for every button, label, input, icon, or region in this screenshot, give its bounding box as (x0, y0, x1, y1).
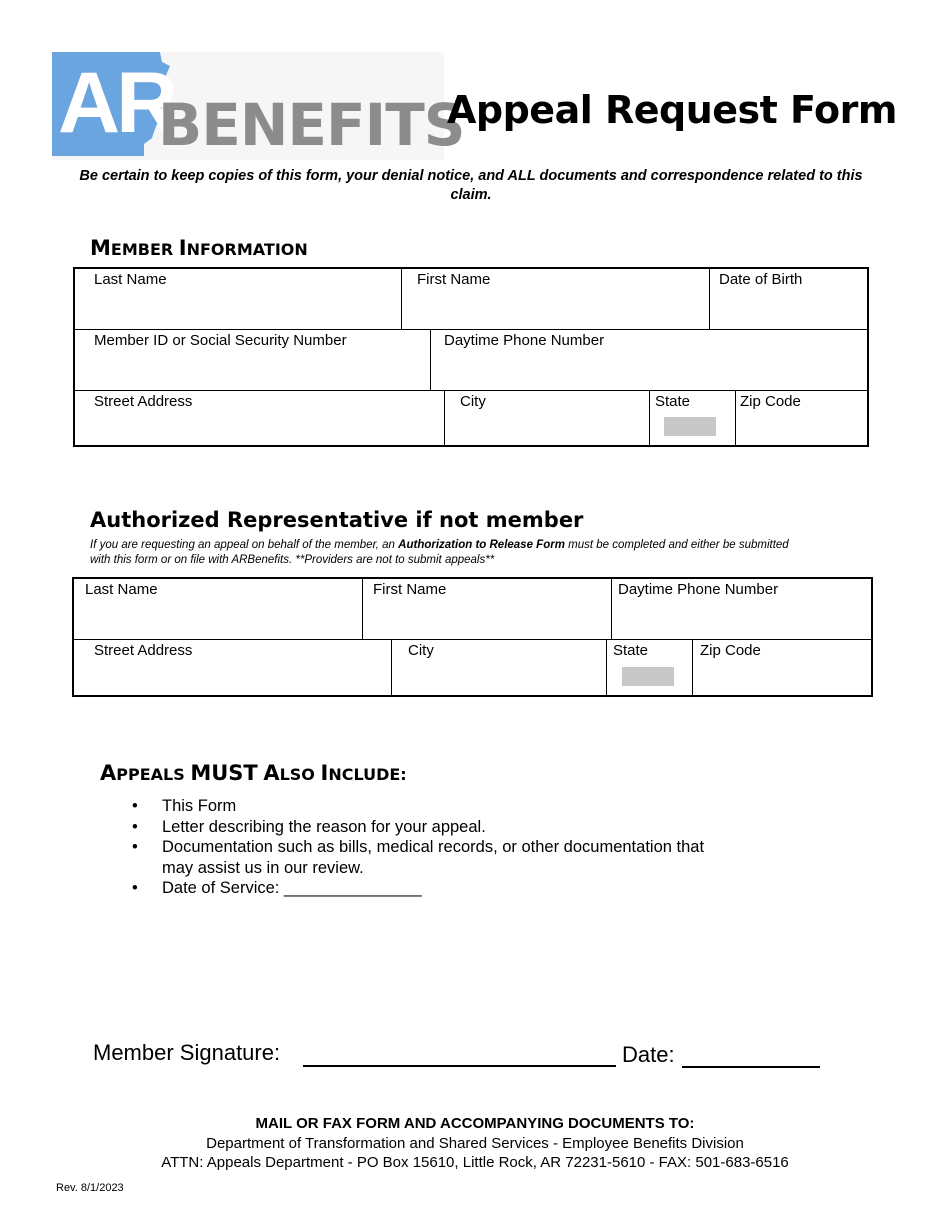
field-label: Date of Birth (719, 271, 803, 288)
member-date-of-birth-field[interactable] (709, 269, 867, 329)
member-last-name-field[interactable] (75, 269, 401, 329)
field-label: Zip Code (700, 642, 761, 659)
required-items-list (132, 796, 792, 899)
bullet-icon: • (132, 797, 138, 815)
mailing-department: Department of Transformation and Shared Services - Employee Benefits Division (206, 1134, 744, 1152)
list-item: • Documentation such as bills, medical records, or other documentation that may assist us in our review. (132, 838, 705, 877)
page-title: Appeal Request Form (447, 88, 897, 132)
mailing-address: ATTN: Appeals Department - PO Box 15610, Little Rock, AR 72231-5610 - FAX: 501-683-6516 (161, 1154, 789, 1171)
logo-benefits-text: BENEFITS (158, 91, 465, 159)
list-item: • Letter describing the reason for your appeal. (132, 817, 486, 836)
field-label: State (613, 642, 649, 659)
date-label: Date: (622, 1042, 675, 1067)
member-information-grid (73, 267, 869, 447)
field-label: State (655, 393, 691, 410)
representative-grid (72, 577, 873, 697)
field-label: Street Address (94, 642, 193, 659)
state-dropdown[interactable] (622, 667, 674, 686)
member-information-heading: MEMBER INFORMATION (90, 236, 308, 260)
field-label: City (408, 642, 434, 659)
field-label: First Name (373, 581, 447, 598)
field-label: Zip Code (740, 393, 801, 410)
field-label: Daytime Phone Number (618, 581, 779, 598)
field-label: Daytime Phone Number (444, 332, 605, 349)
field-label: Street Address (94, 393, 193, 410)
authorization-note: If you are requesting an appeal on behalf of the member, an Authorization to Release Form must be completed and either be submitted with this form or on file with ARBenefits. **Providers are not to submit appeals** (90, 539, 789, 566)
state-dropdown[interactable] (664, 417, 716, 436)
rep-state-field[interactable] (606, 639, 692, 695)
mailing-instructions (0, 1114, 950, 1173)
list-item: • This Form (132, 797, 237, 815)
appeals-must-include-heading: APPEALS MUST ALSO INCLUDE: (100, 761, 407, 785)
rep-first-name-field[interactable] (362, 579, 611, 639)
member-signature-label: Member Signature: (93, 1040, 281, 1065)
member-street-address-field[interactable] (75, 390, 444, 445)
keep-copies-notice: Be certain to keep copies of this form, your denial notice, and ALL documents and correspondence related to this claim. (79, 168, 863, 203)
revision-date: Rev. 8/1/2023 (56, 1182, 124, 1194)
member-daytime-phone-field[interactable] (430, 329, 867, 390)
rep-street-address-field[interactable] (74, 639, 391, 695)
rep-last-name-field[interactable] (74, 579, 362, 639)
authorized-representative-heading: Authorized Representative if not member (90, 508, 584, 532)
member-signature-line[interactable] (303, 1065, 616, 1067)
member-city-field[interactable] (444, 390, 649, 445)
field-label: Last Name (94, 271, 167, 288)
field-label: Member ID or Social Security Number (94, 332, 347, 349)
member-id-ssn-field[interactable] (75, 329, 430, 390)
bullet-icon: • (132, 879, 138, 897)
field-label: Last Name (85, 581, 158, 598)
date-of-service-item[interactable]: • Date of Service: _______________ (132, 879, 422, 897)
bullet-icon: • (132, 817, 138, 836)
rep-daytime-phone-field[interactable] (611, 579, 871, 639)
field-label: First Name (417, 271, 491, 288)
member-first-name-field[interactable] (401, 269, 709, 329)
arbenefits-logo (52, 52, 465, 160)
bullet-icon: • (132, 838, 138, 856)
member-zip-code-field[interactable] (735, 390, 867, 445)
rep-city-field[interactable] (391, 639, 606, 695)
signature-date-line[interactable] (682, 1066, 820, 1068)
rep-zip-code-field[interactable] (692, 639, 871, 695)
mailing-heading: MAIL OR FAX FORM AND ACCOMPANYING DOCUMENTS TO: (255, 1115, 695, 1132)
field-label: City (460, 393, 486, 410)
member-state-field[interactable] (649, 390, 735, 445)
logo-ar-text: AR (58, 55, 175, 151)
